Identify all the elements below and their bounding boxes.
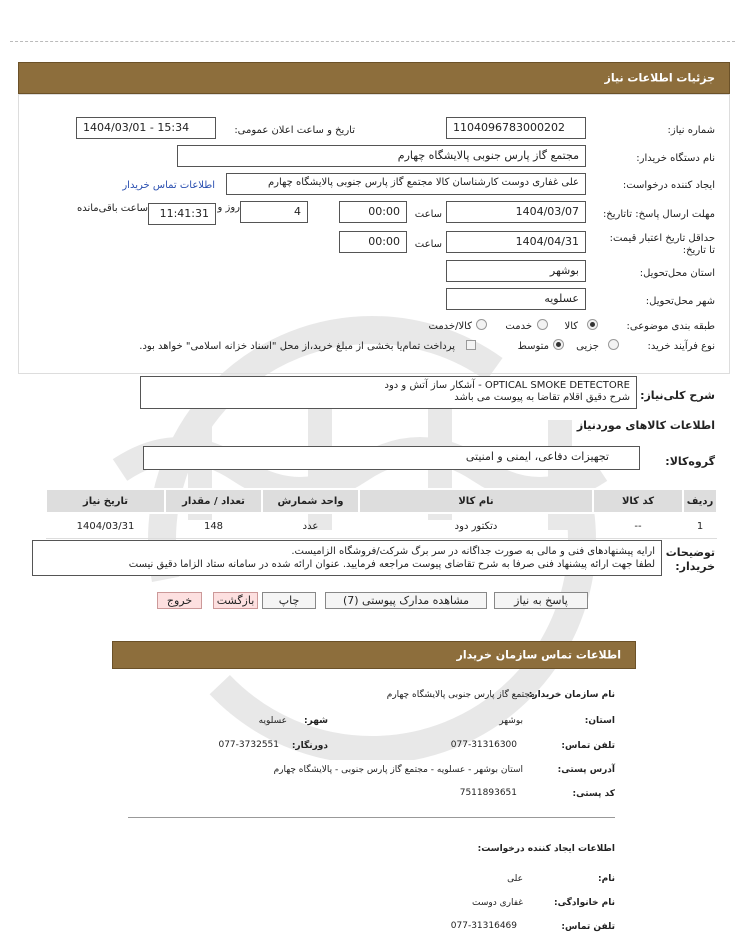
process-label: نوع فرآیند خرید: [647, 341, 715, 352]
city-field[interactable]: عسلویه [446, 288, 586, 310]
buyer-contact-link[interactable]: اطلاعات تماس خریدار [122, 180, 215, 191]
category-both-label: کالا/خدمت [428, 321, 472, 332]
category-goods-radio[interactable] [587, 319, 598, 330]
top-divider [10, 41, 735, 42]
col-name: نام کالا [359, 489, 593, 513]
process-partial-radio[interactable] [608, 339, 619, 350]
contact-divider [128, 817, 615, 818]
province-label: استان محل‌تحویل: [639, 268, 715, 279]
back-button[interactable]: بازگشت [213, 592, 258, 609]
province-field[interactable]: بوشهر [446, 260, 586, 282]
need-number-label: شماره نیاز: [667, 125, 715, 136]
process-partial-label: جزیی [576, 341, 599, 352]
payment-note: پرداخت تمام‌یا بخشی از مبلغ خرید،از محل "اسناد خزانه اسلامی" خواهد بود. [139, 341, 455, 352]
page-title: جزئیات اطلاعات نیاز [604, 71, 715, 85]
category-both-radio[interactable] [476, 319, 487, 330]
contact-city-label: شهر: [304, 716, 328, 726]
category-service-label: خدمت [505, 321, 532, 332]
contact-postal-label: کد پستی: [572, 789, 615, 799]
buyer-org-field[interactable]: مجتمع گاز پارس جنوبی پالایشگاه چهارم [177, 145, 586, 167]
col-unit: واحد شمارش [262, 489, 359, 513]
deadline-time-label: ساعت [414, 209, 442, 220]
col-qty: تعداد / مقدار [165, 489, 262, 513]
announce-label: تاریخ و ساعت اعلان عمومی: [234, 125, 355, 136]
contact-address: استان بوشهر - عسلویه - مجتمع گاز پارس جنوبی - پالایشگاه چهارم [273, 765, 523, 775]
validity-time-label: ساعت [414, 239, 442, 250]
notes-line-1: ارایه پیشنهادهای فنی و مالی به صورت جداگانه در سر برگ شرکت/فروشگاه الزامیست. [291, 546, 655, 557]
summary-line-1: OPTICAL SMOKE DETECTORE - آشکار ساز آتش و دود [384, 380, 630, 391]
notes-line-2: لطفا جهت ارائه پیشنهاد فنی صرفا به شرح تقاضای پیوست مراجعه فرمایید. عنوان ارائه شده در سامانه ستاد الزاما دقیق نیست [128, 559, 655, 570]
cell-name: دتکتور دود [359, 513, 593, 539]
cell-code: -- [593, 513, 683, 539]
requester-last-label: نام خانوادگی: [553, 898, 615, 908]
process-medium-label: متوسط [517, 341, 549, 352]
deadline-time-field[interactable]: 00:00 [339, 201, 407, 223]
requester-phone: 077-31316469 [450, 921, 517, 931]
col-date: تاریخ نیاز [46, 489, 165, 513]
contact-header [112, 641, 636, 669]
contact-province-label: استان: [584, 716, 615, 726]
validity-label: حداقل تاریخ اعتبار قیمت: تا تاریخ: [609, 233, 715, 256]
cell-row: 1 [683, 513, 717, 539]
buyer-org-label: نام دستگاه خریدار: [636, 153, 715, 164]
contact-org: مجتمع گاز پارس جنوبی پالایشگاه چهارم [386, 690, 535, 700]
validity-date-field[interactable]: 1404/04/31 [446, 231, 586, 253]
contact-fax-label: دورنگار: [291, 741, 328, 751]
announce-field[interactable]: 1404/03/01 - 15:34 [76, 117, 216, 139]
col-row: ردیف [683, 489, 717, 513]
creator-field[interactable]: علی غفاری دوست کارشناسان کالا مجتمع گاز پارس جنوبی پالایشگاه چهارم [226, 173, 586, 195]
deadline-date-field[interactable]: 1404/03/07 [446, 201, 586, 223]
print-button[interactable]: چاپ [262, 592, 316, 609]
process-medium-radio[interactable] [553, 339, 564, 350]
col-code: کد کالا [593, 489, 683, 513]
requester-first: علی [507, 874, 523, 884]
notes-box [32, 540, 662, 576]
respond-button[interactable]: پاسخ به نیاز [494, 592, 588, 609]
contact-phone: 077-31316300 [450, 740, 517, 750]
goods-group-label: گروه‌کالا: [665, 455, 715, 468]
goods-section-label: اطلاعات کالاهای موردنیاز [576, 419, 715, 432]
contact-postal: 7511893651 [459, 788, 517, 798]
validity-time-field[interactable]: 00:00 [339, 231, 407, 253]
contact-city: عسلویه [258, 716, 287, 726]
table-row[interactable] [46, 513, 717, 539]
cell-qty: 148 [165, 513, 262, 539]
requester-last: غفاری دوست [472, 898, 523, 908]
goods-group-field[interactable]: تجهیزات دفاعی، ایمنی و امنیتی [143, 446, 640, 470]
summary-line-2: شرح دقیق اقلام تقاضا به پیوست می باشد [454, 392, 630, 403]
category-service-radio[interactable] [537, 319, 548, 330]
remaining-label: ساعت باقی‌مانده [76, 203, 148, 214]
requester-title: اطلاعات ایجاد کننده درخواست: [477, 844, 615, 854]
creator-label: ایجاد کننده درخواست: [622, 180, 715, 191]
page-header [18, 62, 730, 94]
category-label: طبقه بندی موضوعی: [626, 321, 715, 332]
contact-org-label: نام سازمان خریدار: [528, 690, 615, 700]
attachments-button[interactable]: مشاهده مدارک پیوستی (7) [325, 592, 487, 609]
exit-button[interactable]: خروج [157, 592, 202, 609]
days-label: روز و [217, 202, 240, 213]
days-field[interactable]: 4 [240, 201, 308, 223]
notes-label-2: خریدار: [675, 560, 715, 573]
cell-date: 1404/03/31 [46, 513, 165, 539]
deadline-label: مهلت ارسال پاسخ: تاتاریخ: [602, 209, 715, 220]
summary-box [140, 376, 637, 409]
cell-unit: عدد [262, 513, 359, 539]
items-table [45, 488, 718, 539]
city-label: شهر محل‌تحویل: [645, 296, 715, 307]
contact-phone-label: تلفن تماس: [561, 741, 615, 751]
category-goods-label: کالا [564, 321, 578, 332]
summary-label: شرح کلی‌نیاز: [640, 389, 715, 402]
requester-phone-label: تلفن تماس: [561, 922, 615, 932]
contact-fax: 077-3732551 [218, 740, 279, 750]
notes-label-1: توضیحات [665, 546, 715, 559]
need-number-field[interactable]: 1104096783000202 [446, 117, 586, 139]
treasury-payment-checkbox[interactable] [466, 340, 476, 350]
requester-first-label: نام: [598, 874, 615, 884]
contact-province: بوشهر [499, 716, 523, 726]
contact-address-label: آدرس پستی: [557, 765, 615, 775]
remaining-time-field[interactable]: 11:41:31 [148, 203, 216, 225]
contact-title: اطلاعات تماس سازمان خریدار [456, 648, 621, 662]
